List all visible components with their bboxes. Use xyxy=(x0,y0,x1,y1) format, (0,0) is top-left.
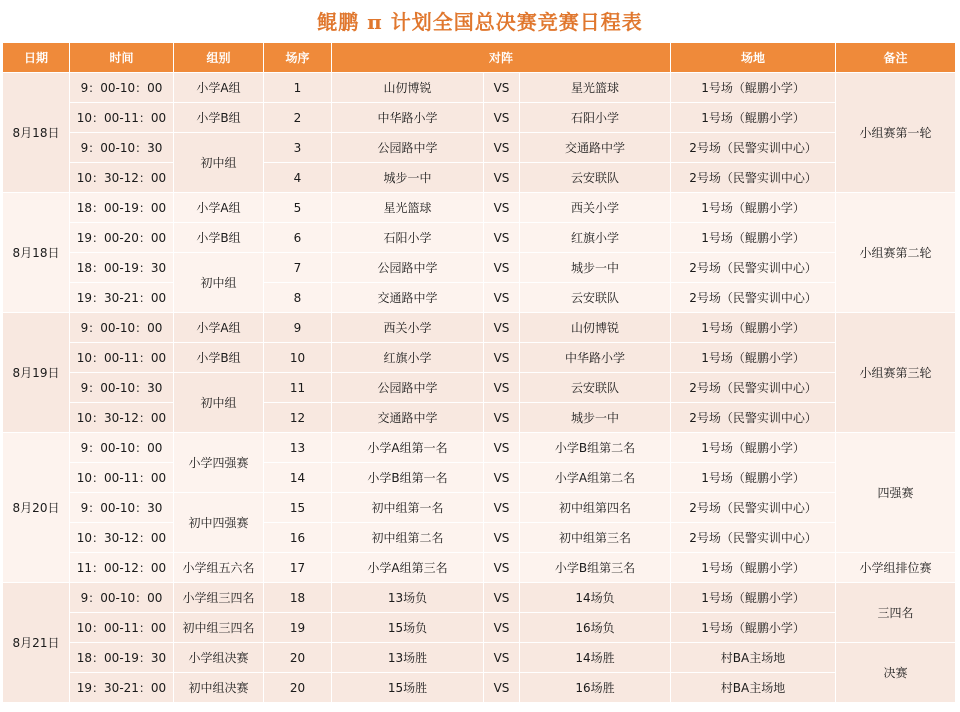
team-b-cell: 小学A组第二名 xyxy=(520,463,671,493)
venue-cell: 1号场（鲲鹏小学） xyxy=(671,313,836,343)
venue-cell: 2号场（民警实训中心） xyxy=(671,253,836,283)
table-row xyxy=(3,193,956,223)
table-row xyxy=(3,283,956,313)
note-cell: 小学组排位赛 xyxy=(836,553,956,583)
order-cell: 4 xyxy=(264,163,332,193)
team-a-cell: 小学A组第三名 xyxy=(332,553,484,583)
vs-cell: VS xyxy=(484,313,520,343)
time-cell: 10：00-11：00 xyxy=(70,613,174,643)
team-a-cell: 公园路中学 xyxy=(332,133,484,163)
order-cell: 2 xyxy=(264,103,332,133)
vs-cell: VS xyxy=(484,523,520,553)
team-a-cell: 初中组第一名 xyxy=(332,493,484,523)
venue-cell: 1号场（鲲鹏小学） xyxy=(671,103,836,133)
group-cell: 小学组三四名 xyxy=(174,583,264,613)
group-cell: 初中组决赛 xyxy=(174,673,264,703)
table-row xyxy=(3,313,956,343)
vs-cell: VS xyxy=(484,673,520,703)
group-cell: 初中四强赛 xyxy=(174,493,264,553)
venue-cell: 1号场（鲲鹏小学） xyxy=(671,613,836,643)
time-cell: 18：00-19：30 xyxy=(70,643,174,673)
vs-cell: VS xyxy=(484,553,520,583)
team-b-cell: 云安联队 xyxy=(520,283,671,313)
vs-cell: VS xyxy=(484,253,520,283)
header-group: 组别 xyxy=(174,43,264,73)
header-time: 时间 xyxy=(70,43,174,73)
header-venue: 场地 xyxy=(671,43,836,73)
time-cell: 10：30-12：00 xyxy=(70,403,174,433)
order-cell: 12 xyxy=(264,403,332,433)
vs-cell: VS xyxy=(484,433,520,463)
order-cell: 18 xyxy=(264,583,332,613)
vs-cell: VS xyxy=(484,223,520,253)
vs-cell: VS xyxy=(484,493,520,523)
venue-cell: 2号场（民警实训中心） xyxy=(671,403,836,433)
team-b-cell: 小学B组第二名 xyxy=(520,433,671,463)
group-cell: 小学A组 xyxy=(174,193,264,223)
team-a-cell: 红旗小学 xyxy=(332,343,484,373)
header-note: 备注 xyxy=(836,43,956,73)
venue-cell: 1号场（鲲鹏小学） xyxy=(671,223,836,253)
time-cell: 10：30-12：00 xyxy=(70,523,174,553)
table-row xyxy=(3,403,956,433)
vs-cell: VS xyxy=(484,583,520,613)
venue-cell: 村BA主场地 xyxy=(671,643,836,673)
table-row xyxy=(3,253,956,283)
team-b-cell: 14场负 xyxy=(520,583,671,613)
team-a-cell: 13场胜 xyxy=(332,643,484,673)
date-cell: 8月21日 xyxy=(3,583,70,703)
order-cell: 16 xyxy=(264,523,332,553)
time-cell: 9：00-10：00 xyxy=(70,433,174,463)
table-row xyxy=(3,613,956,643)
vs-cell: VS xyxy=(484,103,520,133)
venue-cell: 村BA主场地 xyxy=(671,673,836,703)
note-cell: 三四名 xyxy=(836,583,956,643)
header-date: 日期 xyxy=(3,43,70,73)
team-b-cell: 山仞博锐 xyxy=(520,313,671,343)
vs-cell: VS xyxy=(484,163,520,193)
team-a-cell: 15场胜 xyxy=(332,673,484,703)
venue-cell: 2号场（民警实训中心） xyxy=(671,163,836,193)
venue-cell: 1号场（鲲鹏小学） xyxy=(671,343,836,373)
team-a-cell: 小学B组第一名 xyxy=(332,463,484,493)
time-cell: 10：00-11：00 xyxy=(70,463,174,493)
note-cell: 小组赛第二轮 xyxy=(836,193,956,313)
venue-cell: 1号场（鲲鹏小学） xyxy=(671,463,836,493)
order-cell: 14 xyxy=(264,463,332,493)
table-row xyxy=(3,433,956,463)
venue-cell: 2号场（民警实训中心） xyxy=(671,283,836,313)
order-cell: 13 xyxy=(264,433,332,463)
vs-cell: VS xyxy=(484,133,520,163)
table-row xyxy=(3,643,956,673)
time-cell: 19：30-21：00 xyxy=(70,673,174,703)
venue-cell: 1号场（鲲鹏小学） xyxy=(671,553,836,583)
order-cell: 8 xyxy=(264,283,332,313)
vs-cell: VS xyxy=(484,643,520,673)
group-cell: 小学组决赛 xyxy=(174,643,264,673)
time-cell: 9：00-10：30 xyxy=(70,493,174,523)
team-b-cell: 云安联队 xyxy=(520,373,671,403)
team-a-cell: 小学A组第一名 xyxy=(332,433,484,463)
team-a-cell: 交通路中学 xyxy=(332,403,484,433)
team-a-cell: 西关小学 xyxy=(332,313,484,343)
team-a-cell: 石阳小学 xyxy=(332,223,484,253)
team-b-cell: 14场胜 xyxy=(520,643,671,673)
vs-cell: VS xyxy=(484,403,520,433)
order-cell: 5 xyxy=(264,193,332,223)
date-cell: 8月20日 xyxy=(3,433,70,583)
date-cell: 8月18日 xyxy=(3,193,70,313)
order-cell: 3 xyxy=(264,133,332,163)
group-cell: 小学组五六名 xyxy=(174,553,264,583)
date-cell: 8月19日 xyxy=(3,313,70,433)
group-cell: 小学B组 xyxy=(174,343,264,373)
note-cell: 小组赛第三轮 xyxy=(836,313,956,433)
table-row xyxy=(3,583,956,613)
order-cell: 17 xyxy=(264,553,332,583)
time-cell: 10：30-12：00 xyxy=(70,163,174,193)
team-b-cell: 星光篮球 xyxy=(520,73,671,103)
group-cell: 初中组 xyxy=(174,373,264,433)
group-cell: 初中组三四名 xyxy=(174,613,264,643)
venue-cell: 2号场（民警实训中心） xyxy=(671,523,836,553)
team-b-cell: 交通路中学 xyxy=(520,133,671,163)
group-cell: 初中组 xyxy=(174,133,264,193)
order-cell: 20 xyxy=(264,643,332,673)
team-a-cell: 山仞博锐 xyxy=(332,73,484,103)
vs-cell: VS xyxy=(484,373,520,403)
time-cell: 10：00-11：00 xyxy=(70,343,174,373)
table-row xyxy=(3,373,956,403)
order-cell: 9 xyxy=(264,313,332,343)
order-cell: 7 xyxy=(264,253,332,283)
date-cell: 8月18日 xyxy=(3,73,70,193)
time-cell: 9：00-10：30 xyxy=(70,133,174,163)
table-row xyxy=(3,673,956,703)
table-row xyxy=(3,463,956,493)
time-cell: 9：00-10：00 xyxy=(70,583,174,613)
time-cell: 18：00-19：00 xyxy=(70,193,174,223)
time-cell: 10：00-11：00 xyxy=(70,103,174,133)
group-cell: 小学A组 xyxy=(174,73,264,103)
vs-cell: VS xyxy=(484,73,520,103)
schedule-table xyxy=(2,42,956,703)
team-b-cell: 16场负 xyxy=(520,613,671,643)
team-b-cell: 云安联队 xyxy=(520,163,671,193)
venue-cell: 1号场（鲲鹏小学） xyxy=(671,583,836,613)
vs-cell: VS xyxy=(484,283,520,313)
group-cell: 小学A组 xyxy=(174,313,264,343)
header-order: 场序 xyxy=(264,43,332,73)
time-cell: 9：00-10：00 xyxy=(70,73,174,103)
time-cell: 9：00-10：00 xyxy=(70,313,174,343)
team-b-cell: 中华路小学 xyxy=(520,343,671,373)
team-a-cell: 15场负 xyxy=(332,613,484,643)
header-row xyxy=(3,43,956,73)
venue-cell: 2号场（民警实训中心） xyxy=(671,493,836,523)
vs-cell: VS xyxy=(484,343,520,373)
team-b-cell: 城步一中 xyxy=(520,403,671,433)
vs-cell: VS xyxy=(484,193,520,223)
venue-cell: 2号场（民警实训中心） xyxy=(671,373,836,403)
venue-cell: 2号场（民警实训中心） xyxy=(671,133,836,163)
page-title: 鲲鹏 π 计划全国总决赛竞赛日程表 xyxy=(317,10,643,34)
team-a-cell: 交通路中学 xyxy=(332,283,484,313)
team-b-cell: 初中组第三名 xyxy=(520,523,671,553)
table-row xyxy=(3,73,956,103)
table-row xyxy=(3,223,956,253)
note-cell: 四强赛 xyxy=(836,433,956,553)
table-row xyxy=(3,343,956,373)
table-row xyxy=(3,493,956,523)
team-a-cell: 公园路中学 xyxy=(332,253,484,283)
note-cell: 小组赛第一轮 xyxy=(836,73,956,193)
time-cell: 9：00-10：30 xyxy=(70,373,174,403)
team-b-cell: 16场胜 xyxy=(520,673,671,703)
order-cell: 19 xyxy=(264,613,332,643)
team-b-cell: 小学B组第三名 xyxy=(520,553,671,583)
team-a-cell: 公园路中学 xyxy=(332,373,484,403)
order-cell: 6 xyxy=(264,223,332,253)
team-b-cell: 石阳小学 xyxy=(520,103,671,133)
table-row xyxy=(3,103,956,133)
table-row xyxy=(3,553,956,583)
group-cell: 小学四强赛 xyxy=(174,433,264,493)
team-a-cell: 中华路小学 xyxy=(332,103,484,133)
group-cell: 初中组 xyxy=(174,253,264,313)
table-row xyxy=(3,163,956,193)
team-b-cell: 城步一中 xyxy=(520,253,671,283)
order-cell: 20 xyxy=(264,673,332,703)
venue-cell: 1号场（鲲鹏小学） xyxy=(671,73,836,103)
order-cell: 11 xyxy=(264,373,332,403)
header-matchup: 对阵 xyxy=(332,43,671,73)
order-cell: 10 xyxy=(264,343,332,373)
team-b-cell: 西关小学 xyxy=(520,193,671,223)
vs-cell: VS xyxy=(484,463,520,493)
group-cell: 小学B组 xyxy=(174,103,264,133)
group-cell: 小学B组 xyxy=(174,223,264,253)
order-cell: 15 xyxy=(264,493,332,523)
time-cell: 11：00-12：00 xyxy=(70,553,174,583)
order-cell: 1 xyxy=(264,73,332,103)
venue-cell: 1号场（鲲鹏小学） xyxy=(671,193,836,223)
time-cell: 18：00-19：30 xyxy=(70,253,174,283)
venue-cell: 1号场（鲲鹏小学） xyxy=(671,433,836,463)
team-a-cell: 初中组第二名 xyxy=(332,523,484,553)
time-cell: 19：30-21：00 xyxy=(70,283,174,313)
time-cell: 19：00-20：00 xyxy=(70,223,174,253)
team-a-cell: 星光篮球 xyxy=(332,193,484,223)
table-row xyxy=(3,523,956,553)
team-b-cell: 初中组第四名 xyxy=(520,493,671,523)
vs-cell: VS xyxy=(484,613,520,643)
team-a-cell: 13场负 xyxy=(332,583,484,613)
team-a-cell: 城步一中 xyxy=(332,163,484,193)
table-row xyxy=(3,133,956,163)
team-b-cell: 红旗小学 xyxy=(520,223,671,253)
note-cell: 决赛 xyxy=(836,643,956,703)
